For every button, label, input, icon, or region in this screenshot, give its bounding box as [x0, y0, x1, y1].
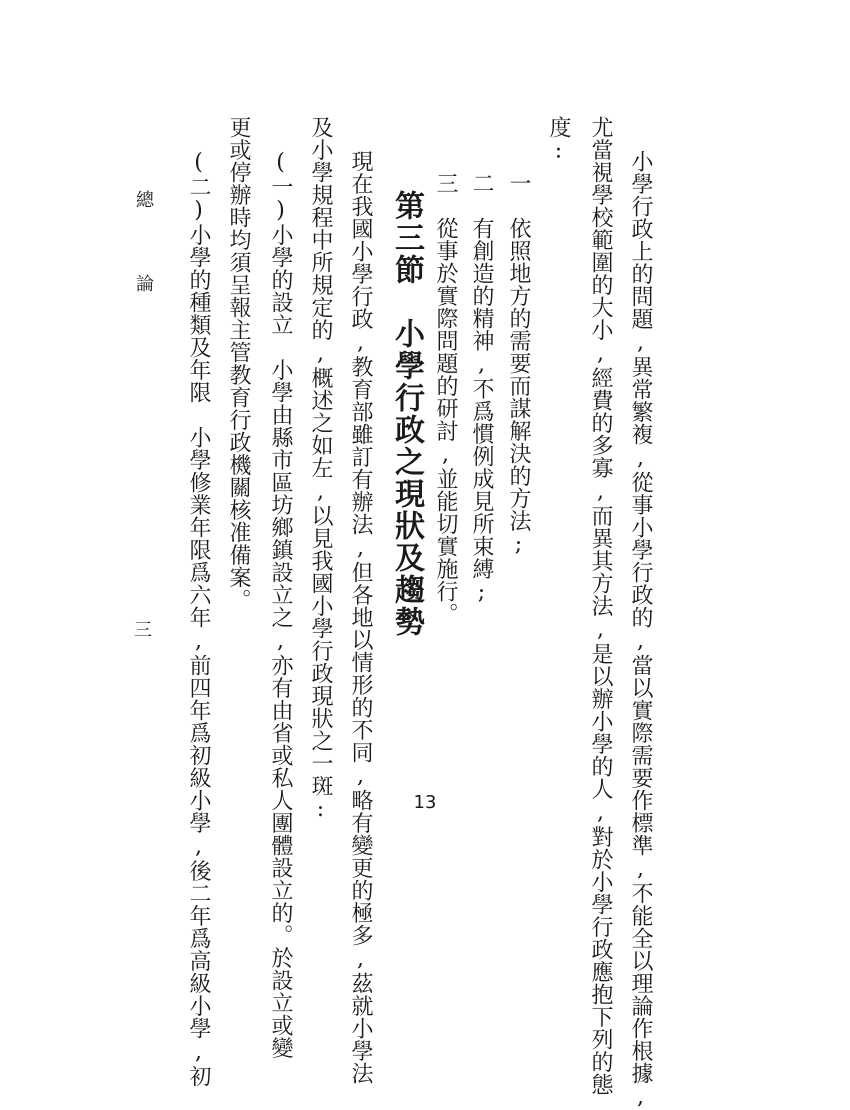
text-column-10: 更或停辦時均須呈報主管教育行政機關核准備案。 — [226, 116, 251, 611]
folio-number: 三 — [131, 620, 152, 662]
text-column-7: 現在我國小學行政,教育部雖訂有辦法,但各地以情形的不同,略有變更的極多,茲就小學法 — [348, 150, 373, 1085]
section-heading: 第三節 小學行政之現狀及趨勢 — [389, 190, 424, 638]
page-number: 13 — [413, 792, 437, 813]
running-head: 總 論 — [133, 190, 154, 316]
text-column-3: 度: — [546, 116, 571, 164]
text-column-1: 小學行政上的問題,異常繁複,從事小學行政的,當以實際需要作標準,不能全以理論作根據, — [628, 150, 653, 1110]
list-item-1: 一 依照地方的需要而謀解決的方法; — [506, 172, 531, 558]
book-page — [120, 20, 740, 1110]
text-column-8: 及小學規程中所規定的,概述之如左,以見我國小學行政現狀之一斑: — [308, 116, 333, 823]
list-item-2: 二 有創造的精神,不爲慣例成見所束縛; — [469, 172, 494, 606]
list-item-3: 三 從事於實際問題的研討,並能切實施行。 — [433, 172, 458, 625]
text-column-11: (二)小學的種類及年限 小學修業年限爲六年,前四年爲初級小學,後二年爲高級小學,初 — [186, 150, 211, 1088]
text-column-2: 尤當視學校範圍的大小,經費的多寡,而異其方法,是以辦小學的人,對於小學行政應抱下列的態 — [588, 116, 613, 1096]
text-column-9: (一)小學的設立 小學由縣市區坊鄉鎮設立之,亦有由省或私人團體設立的。於設立或變 — [268, 150, 293, 1059]
